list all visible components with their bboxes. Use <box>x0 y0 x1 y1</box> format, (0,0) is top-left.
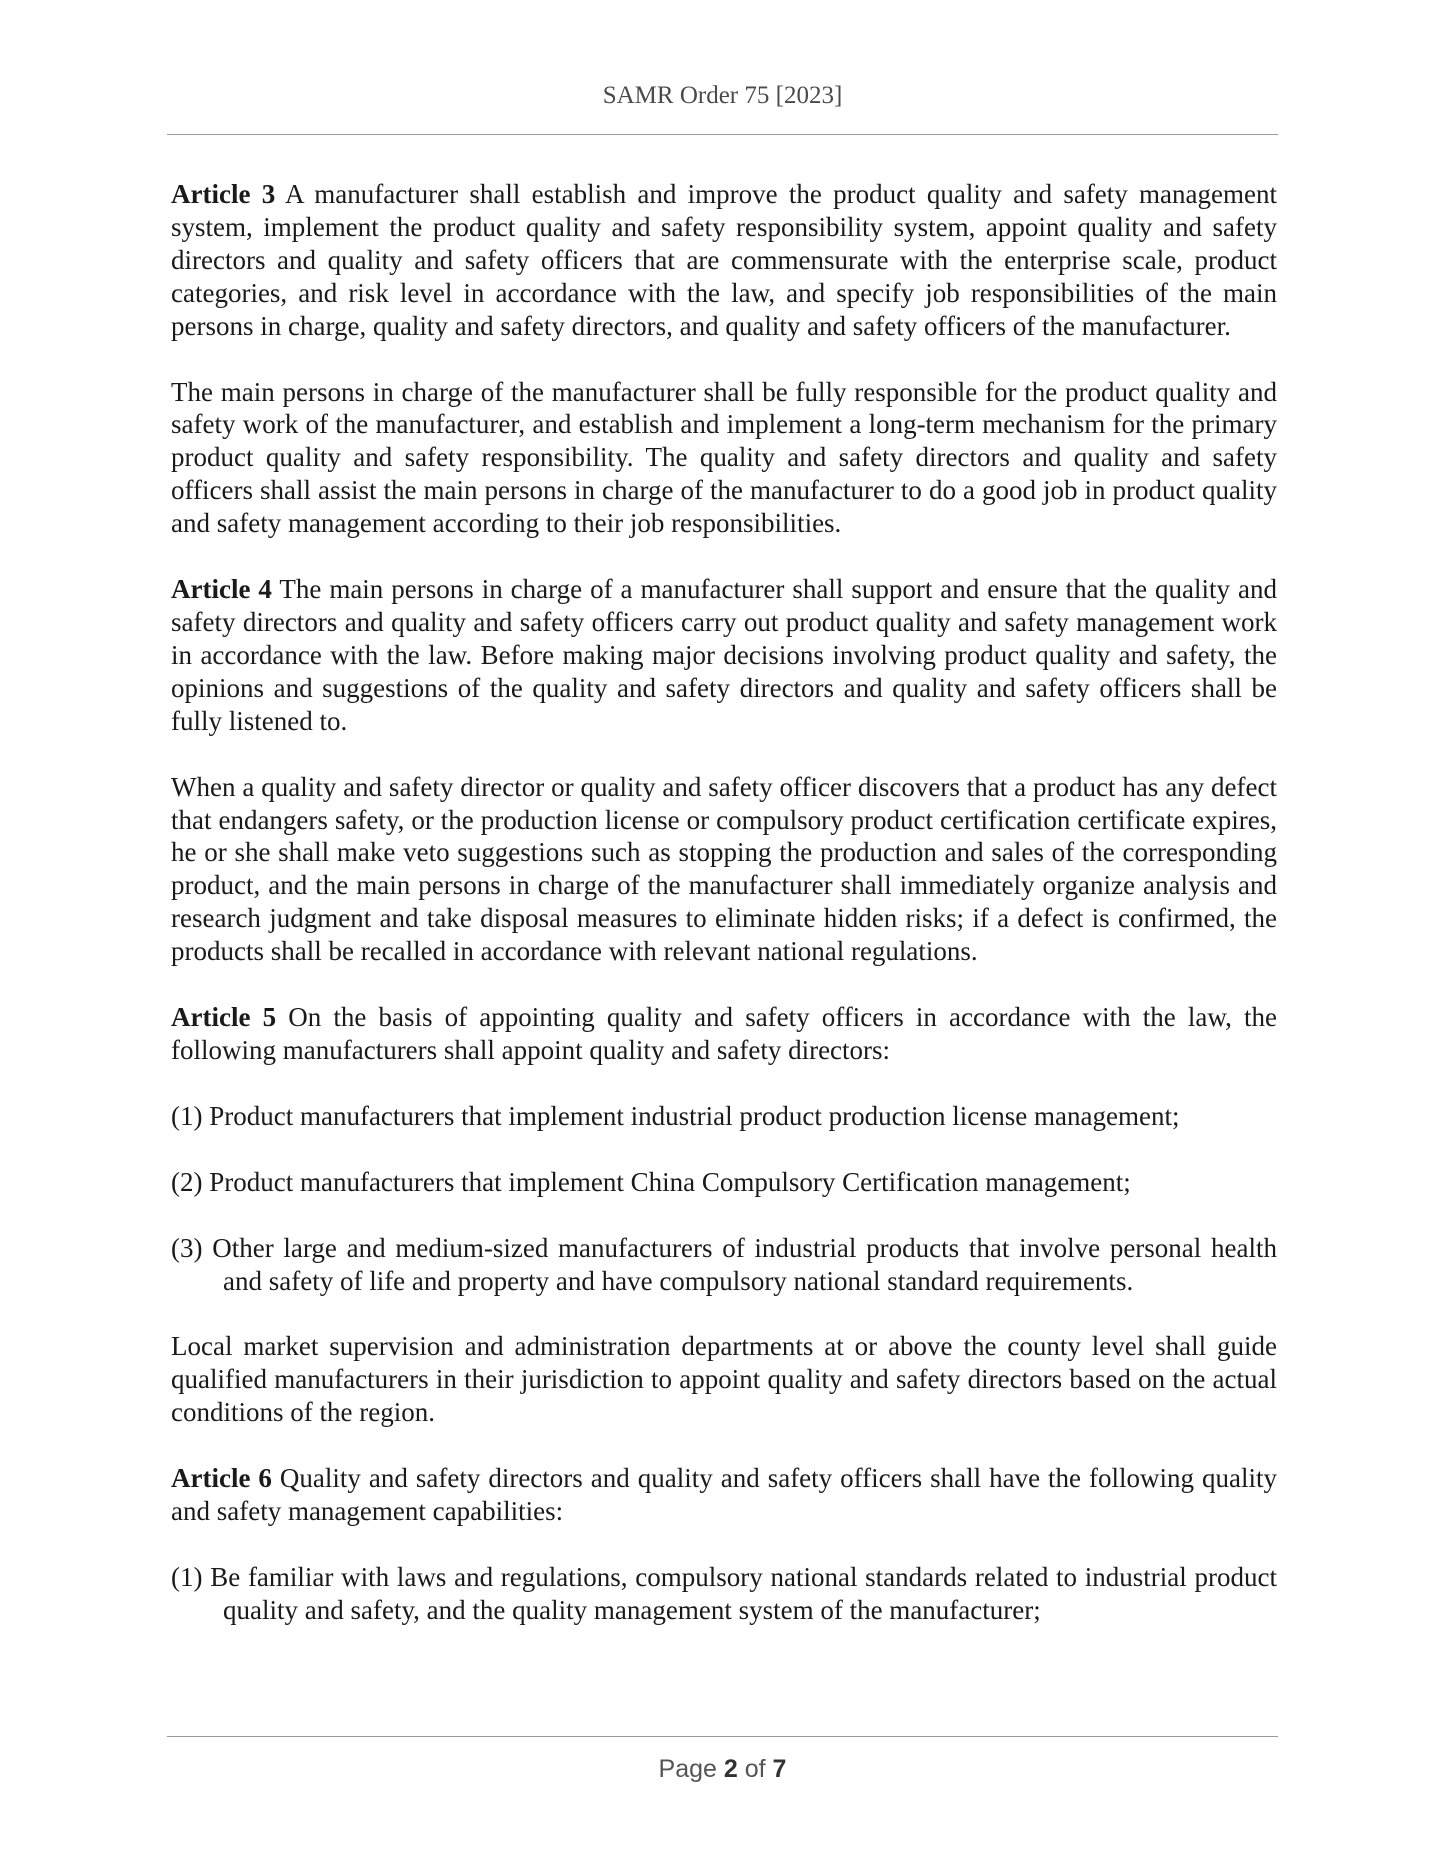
article-text: Quality and safety directors and quality and safety officers shall have the following quality and safety management capabilities: <box>171 1463 1277 1527</box>
list-item: (1) Product manufacturers that implement industrial product production license management; <box>171 1100 1180 1131</box>
list-item: (2) Product manufacturers that implement China Compulsory Certification management; <box>171 1166 1131 1197</box>
page-header: SAMR Order 75 [2023] <box>602 82 843 109</box>
page-of: of <box>737 1755 773 1783</box>
article-text: The main persons in charge of a manufacturer shall support and ensure that the quality and safety directors and quality and safety officers carry out product quality and safety management work in accordance with the law. Before making major decisions involving product quality and safety, the opinions and suggestions of the quality and safety directors and quality and safety officers shall be fully listened to. <box>171 574 1277 736</box>
header-divider <box>167 134 1278 135</box>
article-label: Article 6 <box>171 1463 272 1494</box>
article-text: On the basis of appointing quality and safety officers in accordance with the law, the following manufacturers shall appoint quality and safety directors: <box>171 1002 1277 1065</box>
total-pages: 7 <box>772 1755 787 1783</box>
document-body <box>171 178 1277 1660</box>
footer-divider <box>167 1736 1278 1737</box>
article-3-paragraph-2: The main persons in charge of the manufacturer shall be fully responsible for the product quality and safety work of the manufacturer, and establish and implement a long-term mechanism for the primary product quality and safety responsibility. The quality and safety directors and quality and safety officers shall assist the main persons in charge of the manufacturer to do a good job in product quality and safety management according to their job responsibilities. <box>171 376 1277 539</box>
current-page: 2 <box>723 1755 738 1783</box>
article-text: A manufacturer shall establish and improve the product quality and safety management system, implement the product quality and safety responsibility system, appoint quality and safety directors and quality and safety officers that are commensurate with the enterprise scale, product categories, and risk level in accordance with the law, and specify job responsibilities of the main persons in charge, quality and safety directors, and quality and safety officers of the manufacturer. <box>171 179 1277 341</box>
article-4 <box>171 573 1277 738</box>
article-6 <box>171 1462 1277 1528</box>
article-4-paragraph-2: When a quality and safety director or quality and safety officer discovers that a product has any defect that endangers safety, or the production license or compulsory product certification certificate expires, he or she shall make veto suggestions such as stopping the production and sales of the corresponding product, and the main persons in charge of the manufacturer shall immediately organize analysis and research judgment and take disposal measures to eliminate hidden risks; if a defect is confirmed, the products shall be recalled in accordance with relevant national regulations. <box>171 771 1277 967</box>
list-item: (3) Other large and medium-sized manufacturers of industrial products that involve personal health and safety of life and property and have compulsory national standard requirements. <box>171 1232 1277 1296</box>
page-prefix: Page <box>658 1755 724 1783</box>
article-5 <box>171 1001 1277 1067</box>
article-5-paragraph-2: Local market supervision and administration departments at or above the county level shall guide qualified manufacturers in their jurisdiction to appoint quality and safety directors based on the actual conditions of the region. <box>171 1331 1277 1428</box>
article-label: Article 3 <box>171 179 276 209</box>
page-number <box>0 1755 1445 1784</box>
article-label: Article 5 <box>171 1002 277 1033</box>
list-item: (1) Be familiar with laws and regulations, compulsory national standards related to industrial product quality and safety, and the quality management system of the manufacturer; <box>171 1562 1277 1625</box>
article-label: Article 4 <box>171 574 272 605</box>
article-3 <box>171 178 1277 343</box>
